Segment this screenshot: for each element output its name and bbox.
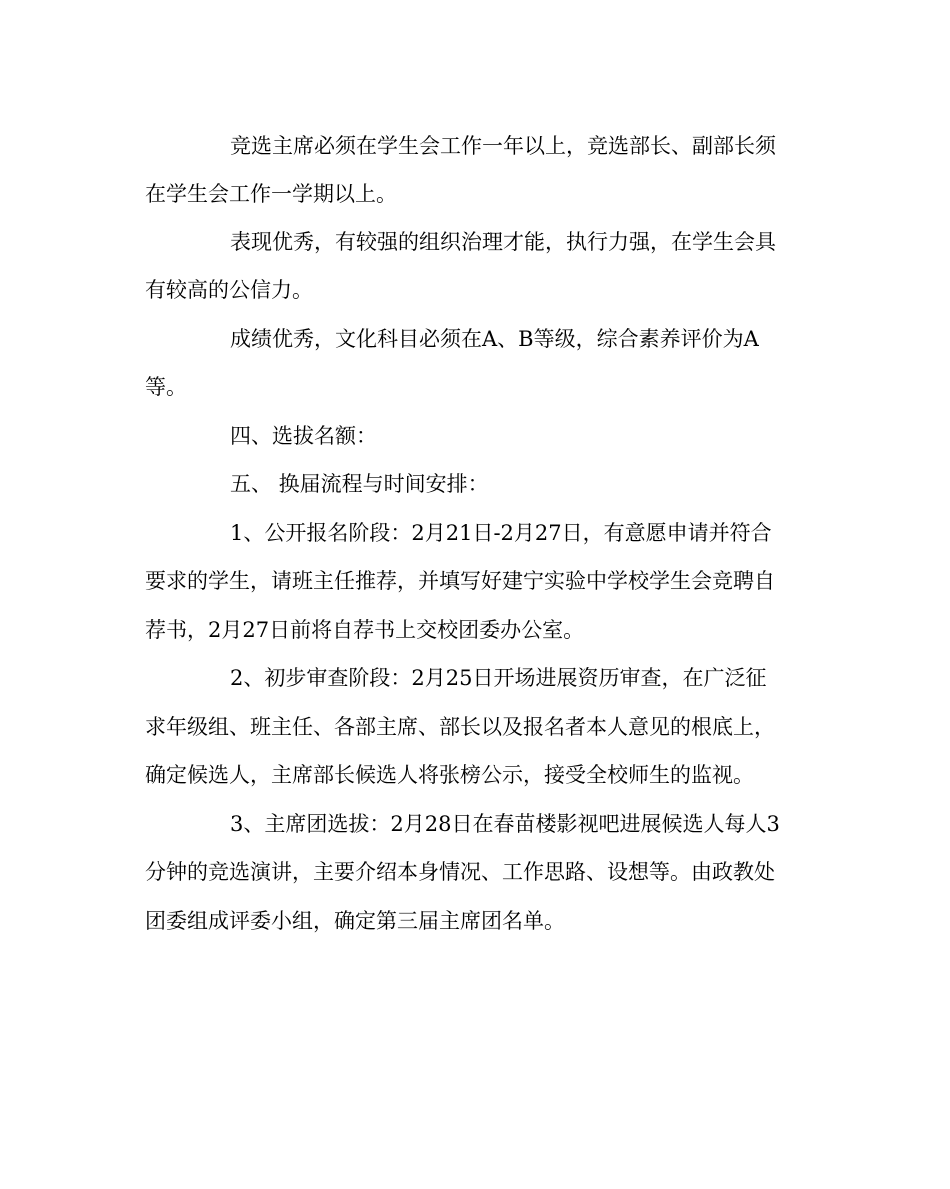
paragraph-line: 2、初步审查阶段：2月25日开场进展资历审查，在广泛征: [230, 666, 767, 690]
paragraph-line: 3、主席团选拔：2月28日在春苗楼影视吧进展候选人每人3: [230, 812, 780, 836]
paragraph-line: 表现优秀，有较强的组织治理才能，执行力强，在学生会具: [230, 230, 776, 254]
section-heading: 五、 换届流程与时间安排：: [230, 472, 489, 496]
paragraph-line: 分钟的竞选演讲，主要介绍本身情况、工作思路、设想等。由政教处: [145, 860, 775, 884]
paragraph-line: 团委组成评委小组，确定第三届主席团名单。: [145, 909, 565, 933]
paragraph-line: 1、公开报名阶段：2月21日-2月27日，有意愿申请并符合: [230, 521, 772, 545]
paragraph-line: 成绩优秀，文化科目必须在A、B等级，综合素养评价为A: [230, 327, 759, 351]
paragraph-line: 确定候选人，主席部长候选人将张榜公示，接受全校师生的监视。: [145, 763, 754, 787]
paragraph-line: 求年级组、班主任、各部主席、部长以及报名者本人意见的根底上，: [145, 715, 775, 739]
paragraph-line: 竞选主席必须在学生会工作一年以上，竞选部长、副部长须: [230, 134, 776, 158]
paragraph-line: 要求的学生，请班主任推荐，并填写好建宁实验中学校学生会竞聘自: [145, 569, 775, 593]
paragraph-line: 等。: [145, 375, 187, 399]
paragraph-line: 在学生会工作一学期以上。: [145, 182, 397, 206]
paragraph-line: 荐书，2月27日前将自荐书上交校团委办公室。: [145, 618, 585, 642]
paragraph-line: 有较高的公信力。: [145, 278, 313, 302]
section-heading: 四、选拔名额：: [230, 424, 377, 448]
